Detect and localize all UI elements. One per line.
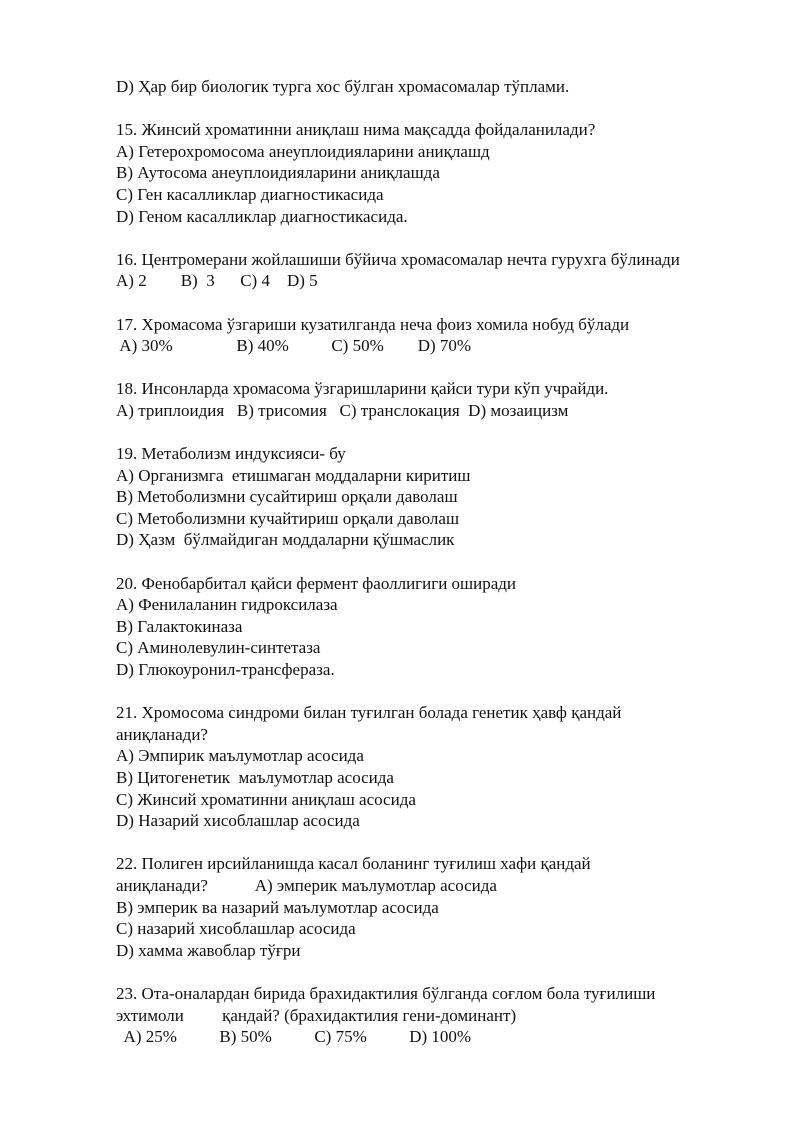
answer-line: A) 25% B) 50% C) 75% D) 100% bbox=[116, 1027, 472, 1047]
question-text: 19. Метаболизм индуксияси- бу bbox=[116, 444, 346, 464]
answer-line: A) Организмга етишмаган моддаларни киритиш bbox=[116, 465, 471, 485]
answer-line: C) Ген касалликлар диагностикасида bbox=[116, 184, 384, 204]
spacer bbox=[116, 292, 756, 314]
spacer bbox=[116, 357, 756, 379]
question-text: аниқланади? bbox=[116, 724, 208, 744]
spacer bbox=[116, 961, 756, 983]
answer-line: B) эмперик ва назарий маълумотлар асосида bbox=[116, 897, 439, 917]
answer-line: B) Аутосома анеуплоидияларини аниқлашда bbox=[116, 163, 440, 183]
answer-line: B) Метоболизмни сусайтириш орқали даволаш bbox=[116, 487, 458, 507]
question-block-15 bbox=[116, 119, 756, 227]
answer-line: C) назарий хисоблашлар асосида bbox=[116, 919, 356, 939]
question-text: 15. Жинсий хроматинни аниқлаш нима мақсадда фойдаланилади? bbox=[116, 120, 596, 140]
spacer bbox=[116, 551, 756, 573]
answer-line: A) триплоидия B) трисомия C) транслокация D) мозаицизм bbox=[116, 400, 569, 420]
answer-line: A) 30% B) 40% C) 50% D) 70% bbox=[116, 336, 472, 356]
question-text: 18. Инсонларда хромасома ўзгаришларини қайси тури кўп учрайди. bbox=[116, 379, 609, 399]
answer-line: B) Галактокиназа bbox=[116, 616, 243, 636]
question-block-20 bbox=[116, 573, 756, 681]
answer-line: D) хамма жавоблар тўғри bbox=[116, 940, 301, 960]
spacer bbox=[116, 422, 756, 444]
question-text: 17. Хромасома ўзгариши кузатилганда неча фоиз хомила нобуд бўлади bbox=[116, 314, 630, 334]
question-text: 20. Фенобарбитал қайси фермент фаоллигиги оширади bbox=[116, 573, 517, 593]
question-text: 22. Полиген ирсийланишда касал боланинг туғилиш хафи қандай bbox=[116, 854, 591, 874]
document-content bbox=[116, 76, 756, 1048]
question-text: 23. Ота-оналардан бирида брахидактилия бўлганда соғлом бола туғилиши bbox=[116, 983, 656, 1003]
answer-line: A) Эмпирик маълумотлар асосида bbox=[116, 746, 364, 766]
spacer bbox=[116, 227, 756, 249]
answer-line: C) Метоболизмни кучайтириш орқали даволаш bbox=[116, 508, 460, 528]
question-block-19 bbox=[116, 443, 756, 551]
question-block-18 bbox=[116, 378, 756, 421]
question-block-14-tail bbox=[116, 76, 756, 98]
question-text: аниқланади? A) эмперик маълумотлар асосида bbox=[116, 875, 497, 895]
question-block-21 bbox=[116, 702, 756, 832]
answer-line: D) Назарий хисоблашлар асосида bbox=[116, 811, 360, 831]
answer-line: C) Аминолевулин-синтетаза bbox=[116, 638, 321, 658]
question-block-22 bbox=[116, 853, 756, 961]
spacer bbox=[116, 98, 756, 120]
answer-line: D) Геном касалликлар диагностикасида. bbox=[116, 206, 408, 226]
answer-line: A) Фенилаланин гидроксилаза bbox=[116, 595, 338, 615]
spacer bbox=[116, 832, 756, 854]
question-text: 16. Центромерани жойлашиши бўйича хромасомалар нечта гурухга бўлинади bbox=[116, 249, 680, 269]
question-text: 21. Хромосома синдроми билан туғилган болада генетик ҳавф қандай bbox=[116, 703, 622, 723]
answer-line: D) Глюкоуронил-трансфераза. bbox=[116, 660, 335, 680]
answer-line: D) Ҳазм бўлмайдиган моддаларни қўшмаслик bbox=[116, 530, 455, 550]
question-block-17 bbox=[116, 314, 756, 357]
question-block-16 bbox=[116, 249, 756, 292]
answer-line: D) Ҳар бир биологик турга хос бўлган хромасомалар тўплами. bbox=[116, 77, 570, 96]
answer-line: C) Жинсий хроматинни аниқлаш асосида bbox=[116, 789, 416, 809]
question-block-23 bbox=[116, 983, 756, 1048]
spacer bbox=[116, 681, 756, 703]
answer-line: B) Цитогенетик маълумотлар асосида bbox=[116, 768, 394, 787]
answer-line: A) Гетерохромосома анеуплоидияларини аниқлашд bbox=[116, 141, 490, 161]
answer-line: A) 2 B) 3 C) 4 D) 5 bbox=[116, 271, 318, 291]
question-text: эхтимоли қандай? (брахидактилия гени-доминант) bbox=[116, 1005, 517, 1025]
